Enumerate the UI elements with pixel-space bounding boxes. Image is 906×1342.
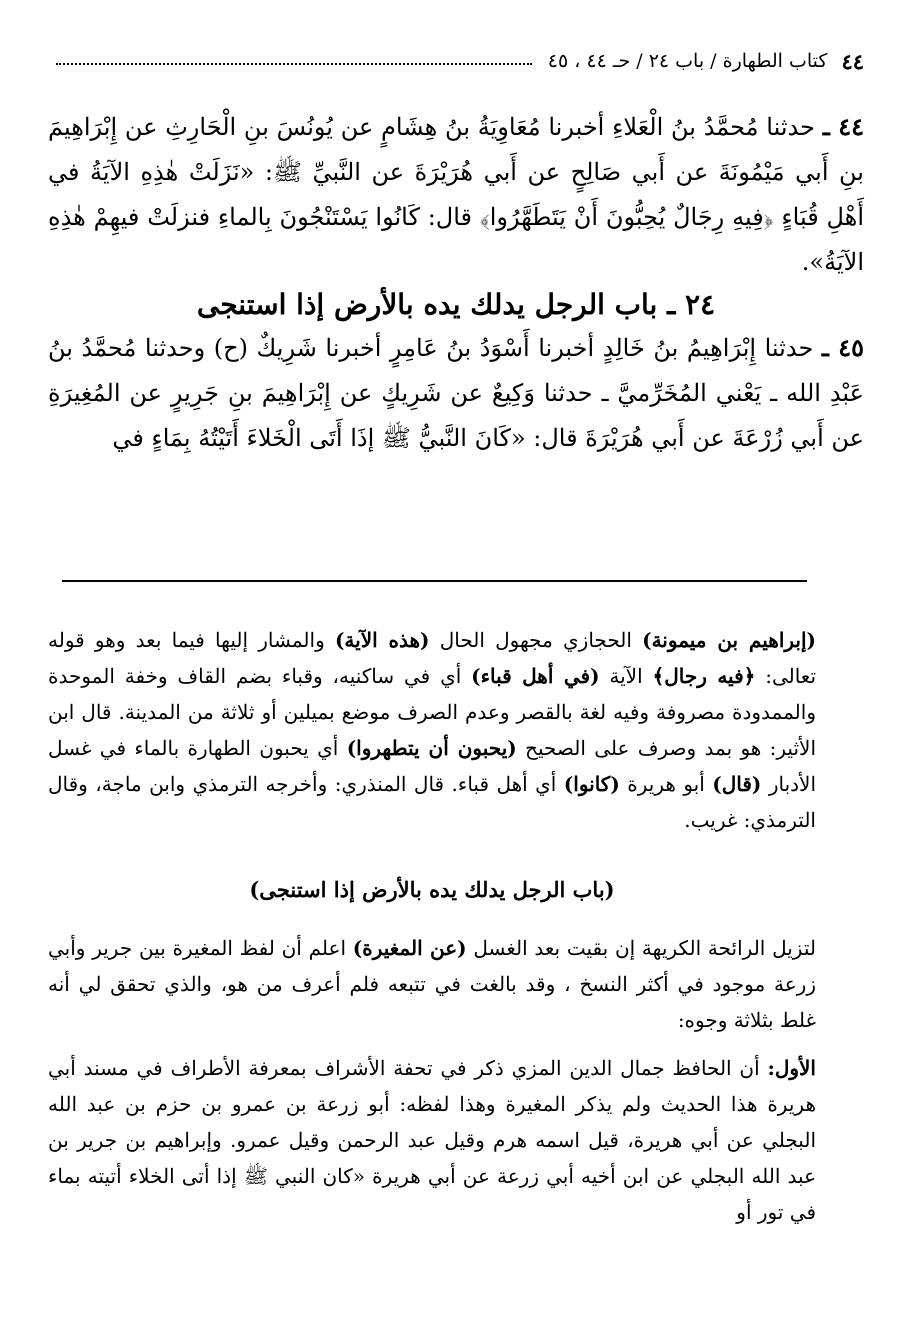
note-text: أبو هريرة: [619, 772, 713, 796]
hadith-44: [48, 104, 864, 285]
hadith-45-number: ٤٥ ـ: [821, 333, 864, 362]
commentary: [48, 622, 816, 1230]
hadith-45: [48, 325, 864, 461]
note-paragraph-2: [48, 930, 816, 1038]
note-term: (قال): [712, 772, 762, 796]
note-term: (كانوا): [563, 772, 620, 796]
note-term: (هذه الآية): [334, 628, 430, 652]
note-text: الحجازي مجهول الحال: [429, 628, 643, 652]
note-text: الآية: [599, 664, 653, 688]
note-term: الأول:: [767, 1056, 816, 1080]
footnote-divider: [62, 580, 807, 582]
chapter-24-title: ٢٤ ـ باب الرجل يدلك يده بالأرض إذا استنجى: [196, 288, 716, 321]
note-term: (في أهل قباء): [471, 664, 600, 688]
header-dotted-leader: [56, 63, 532, 65]
note-text: والمشار إليها فيما بعد وهو قوله تعالى:: [48, 628, 817, 688]
main-text: [48, 104, 864, 461]
note-term: ﴿فيه رجال﴾: [652, 664, 756, 688]
hadith-44-number: ٤٤ ـ: [822, 112, 864, 141]
page-header: [48, 44, 864, 78]
note-text: أي أهل قباء. قال المنذري: وأخرجه الترمذي وابن ماجة، وقال الترمذي: غريب.: [48, 772, 816, 832]
note-term: (إبراهيم بن ميمونة): [642, 628, 817, 652]
note-term: (عن المغيرة): [352, 936, 467, 960]
note-text: اعلم أن لفظ المغيرة بين جرير وأبي زرعة موجود في أكثر النسخ ، وقد بالغت في تتبعه فلم أعرف من هو، والذي تحقق لي أنه غلط بثلاثة وجوه:: [48, 936, 817, 1032]
note-paragraph-1: [48, 622, 816, 838]
note-term: (يحبون أن يتطهروا): [346, 736, 517, 760]
hadith-44-text: حدثنا مُحمَّدُ بنُ الْعَلاءِ أخبرنا مُعَاوِيَةُ بنُ هِشَامٍ عن يُونُسَ بنِ الْحَارِثِ عن إِبْرَاهِيمَ بنِ أَبي مَيْمُونَةَ عن أَبي صَالِحٍ عن أَبي هُرَيْرَةَ عن النَّبيِّ ﷺ: «نَزَلَتْ هٰذِهِ الآيَةُ في أَهْلِ قُبَاءٍ ﴿فِيهِ رِجَالٌ يُحِبُّونَ أَنْ يَتَطَهَّرُوا﴾ قال: كَانُوا يَسْتَنْجُونَ بِالماءِ فنزلَتْ فيهِمْ هٰذِهِ الآيَةُ».: [48, 113, 864, 276]
page-number: ٤٤: [841, 48, 864, 74]
commentary-chapter-title: (باب الرجل يدلك يده بالأرض إذا استنجى): [249, 877, 615, 902]
note-text: أي يحبون الطهارة بالماء في غسل الأدبار: [48, 736, 817, 796]
running-title: كتاب الطهارة / باب ٢٤ / حـ ٤٤ ، ٤٥: [547, 50, 828, 72]
note-text: أي في ساكنيه، وقباء بضم القاف وخفة الموحدة والممدودة مصروفة وفيه لغة بالقصر وعدم الصرف موضع بميلين أو ثلاثة من المدينة. قال ابن الأثير: هو بمد وصرف على الصحيح: [48, 664, 816, 760]
note-paragraph-3: [48, 1050, 816, 1230]
note-text: أن الحافظ جمال الدين المزي ذكر في تحفة الأشراف بمعرفة الأطراف في مسند أبي هريرة هذا الحديث ولم يذكر المغيرة وهذا لفظه: أبو زرعة بن عمرو بن حزم بن عبد الله البجلي عن أبي هريرة، قيل اسمه هرم وقيل عبد الرحمن وقيل عمرو. وإبراهيم بن جرير بن عبد الله البجلي عن ابن أخيه أبي زرعة عن أبي هريرة «كان النبي ﷺ إذا أتى الخلاء أتيته بماء في تور أو: [48, 1056, 816, 1224]
note-text: لتزيل الرائحة الكريهة إن بقيت بعد الغسل: [466, 936, 816, 960]
hadith-45-text: حدثنا إِبْرَاهِيمُ بنُ خَالِدٍ أخبرنا أَسْوَدُ بنُ عَامِرٍ أخبرنا شَرِيكٌ (ح) وحدثنا مُحمَّدُ بنُ عَبْدِ الله ـ يَعْني المُخَرِّميَّ ـ حدثنا وَكِيعٌ عن شَرِيكٍ عن إِبْرَاهِيمَ بنِ جَرِيرٍ عن المُغِيرَةِ عن أَبي زُرْعَةَ عن أَبي هُرَيْرَةَ قال: «كَانَ النَّبيُّ ﷺ إذَا أَتَى الْخَلاءَ أَتَيْتُهُ بِمَاءٍ في: [48, 334, 864, 452]
